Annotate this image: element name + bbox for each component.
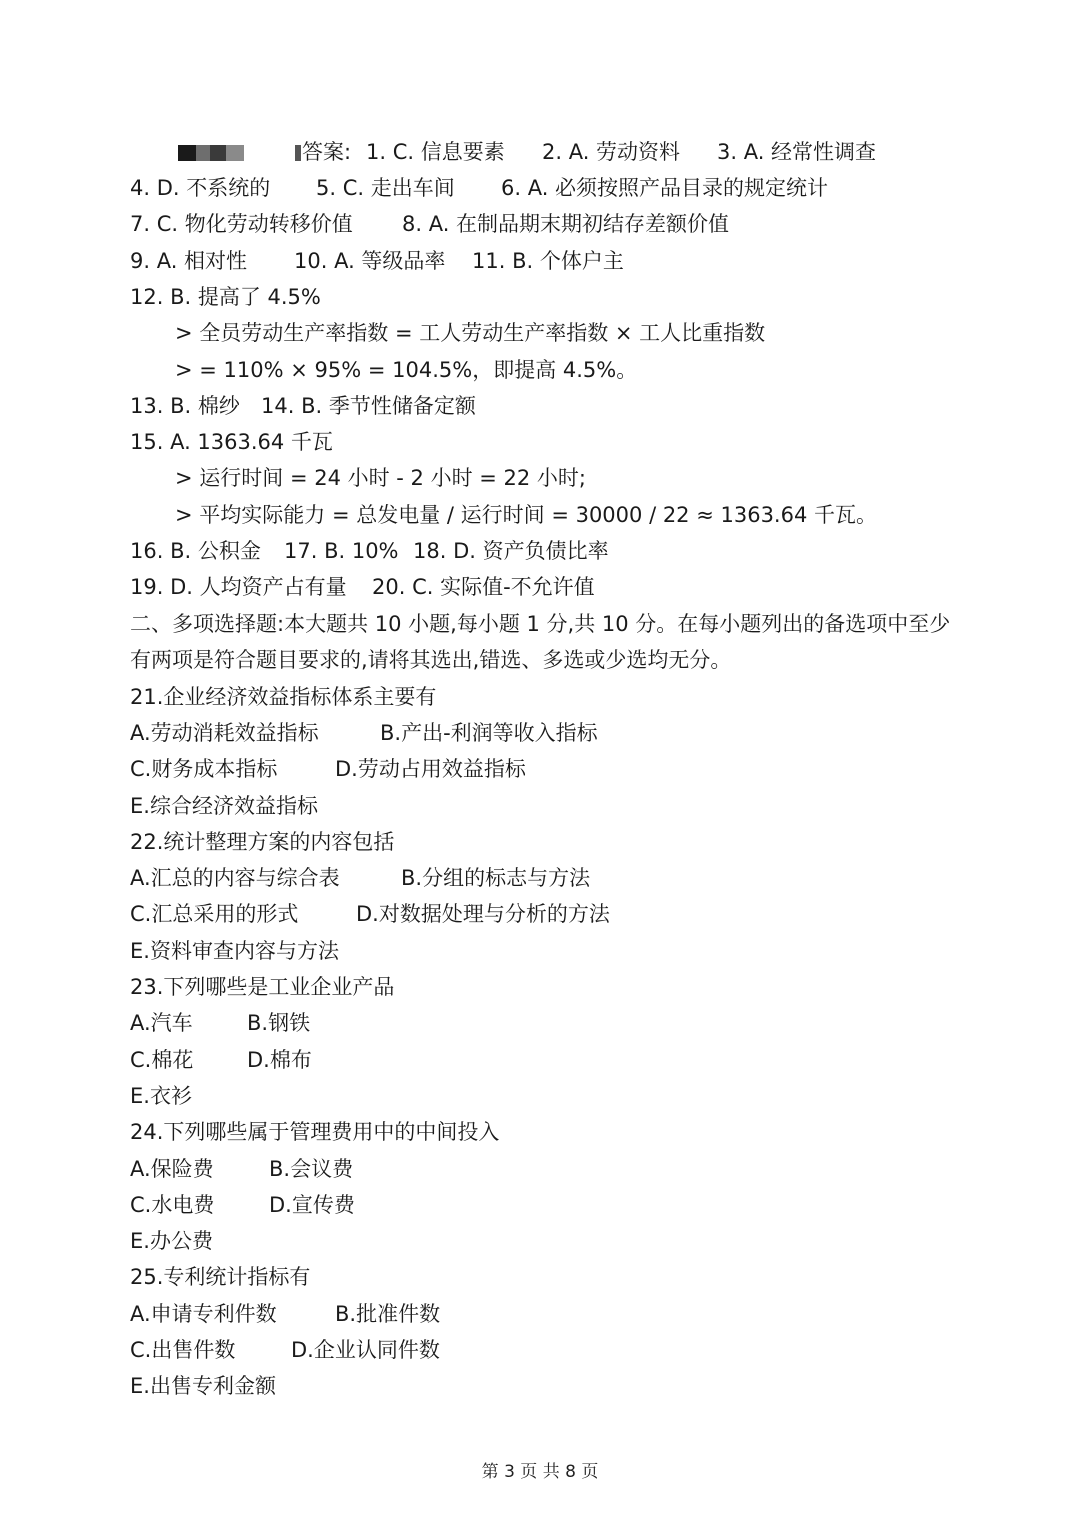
- option-b: B.产出-利润等收入指标: [380, 721, 598, 745]
- section-heading: 有两项是符合题目要求的,请将其选出,错选、多选或少选均无分。: [130, 648, 732, 672]
- option-d: D.对数据处理与分析的方法: [356, 902, 610, 926]
- answer-2: 2. A. 劳动资料: [542, 140, 681, 164]
- answer-5: 5. C. 走出车间: [316, 176, 455, 200]
- note-text: > 全员劳动生产率指数 = 工人劳动生产率指数 × 工人比重指数: [175, 321, 766, 345]
- answer-12: 12. B. 提高了 4.5%: [130, 285, 321, 309]
- question-24-stem: 24.下列哪些属于管理费用中的中间投入: [130, 1120, 500, 1144]
- answer-7: 7. C. 物化劳动转移价值: [130, 212, 353, 236]
- redacted-block: [226, 145, 244, 161]
- question-25-stem: 25.专利统计指标有: [130, 1265, 311, 1289]
- redacted-block: [178, 145, 196, 161]
- question-21-stem: 21.企业经济效益指标体系主要有: [130, 685, 437, 709]
- note-text: > = 110% × 95% = 104.5%，即提高 4.5%。: [175, 358, 638, 382]
- note-text: > 运行时间 = 24 小时 - 2 小时 = 22 小时;: [175, 466, 586, 490]
- option-e: E.综合经济效益指标: [130, 794, 318, 818]
- option-a: A.劳动消耗效益指标: [130, 721, 319, 745]
- option-d: D.企业认同件数: [291, 1338, 440, 1362]
- option-b: B.钢铁: [247, 1011, 311, 1035]
- option-b: B.会议费: [269, 1157, 354, 1181]
- redacted-block: [295, 145, 301, 161]
- option-a: A.申请专利件数: [130, 1302, 277, 1326]
- answer-9: 9. A. 相对性: [130, 249, 248, 273]
- answer-20: 20. C. 实际值-不允许值: [372, 575, 595, 599]
- question-22-stem: 22.统计整理方案的内容包括: [130, 830, 395, 854]
- option-c: C.水电费: [130, 1193, 215, 1217]
- answer-11: 11. B. 个体户主: [472, 249, 624, 273]
- option-c: C.财务成本指标: [130, 757, 278, 781]
- option-e: E.衣衫: [130, 1084, 192, 1108]
- question-23-stem: 23.下列哪些是工业企业产品: [130, 975, 395, 999]
- option-e: E.办公费: [130, 1229, 213, 1253]
- option-c: C.出售件数: [130, 1338, 236, 1362]
- answer-18: 18. D. 资产负债比率: [413, 539, 609, 563]
- answer-4: 4. D. 不系统的: [130, 176, 271, 200]
- option-a: A.汇总的内容与综合表: [130, 866, 340, 890]
- option-d: D.棉布: [247, 1048, 312, 1072]
- option-d: D.劳动占用效益指标: [335, 757, 526, 781]
- redacted-block: [196, 145, 210, 161]
- answer-prefix: 答案:: [302, 140, 352, 164]
- note-text: > 平均实际能力 = 总发电量 / 运行时间 = 30000 / 22 ≈ 1363.64 千瓦。: [175, 503, 878, 527]
- option-b: B.分组的标志与方法: [401, 866, 591, 890]
- answer-19: 19. D. 人均资产占有量: [130, 575, 347, 599]
- page-number: 第 3 页 共 8 页: [481, 1462, 599, 1482]
- section-heading: 二、多项选择题:本大题共 10 小题,每小题 1 分,共 10 分。在每小题列出的备选项中至少: [130, 612, 951, 636]
- answer-1: 1. C. 信息要素: [366, 140, 505, 164]
- option-d: D.宣传费: [269, 1193, 355, 1217]
- option-b: B.批准件数: [335, 1302, 441, 1326]
- option-c: C.棉花: [130, 1048, 194, 1072]
- option-a: A.保险费: [130, 1157, 214, 1181]
- answer-15: 15. A. 1363.64 千瓦: [130, 430, 333, 454]
- option-a: A.汽车: [130, 1011, 193, 1035]
- answer-16: 16. B. 公积金: [130, 539, 261, 563]
- answer-8: 8. A. 在制品期末期初结存差额价值: [402, 212, 730, 236]
- answer-17: 17. B. 10%: [284, 539, 399, 563]
- option-e: E.出售专利金额: [130, 1374, 276, 1398]
- answer-6: 6. A. 必须按照产品目录的规定统计: [501, 176, 829, 200]
- answer-14: 14. B. 季节性储备定额: [261, 394, 476, 418]
- option-e: E.资料审查内容与方法: [130, 939, 339, 963]
- redacted-block: [210, 145, 226, 161]
- answer-13: 13. B. 棉纱: [130, 394, 240, 418]
- answer-3: 3. A. 经常性调查: [717, 140, 877, 164]
- answer-10: 10. A. 等级品率: [294, 249, 446, 273]
- option-c: C.汇总采用的形式: [130, 902, 299, 926]
